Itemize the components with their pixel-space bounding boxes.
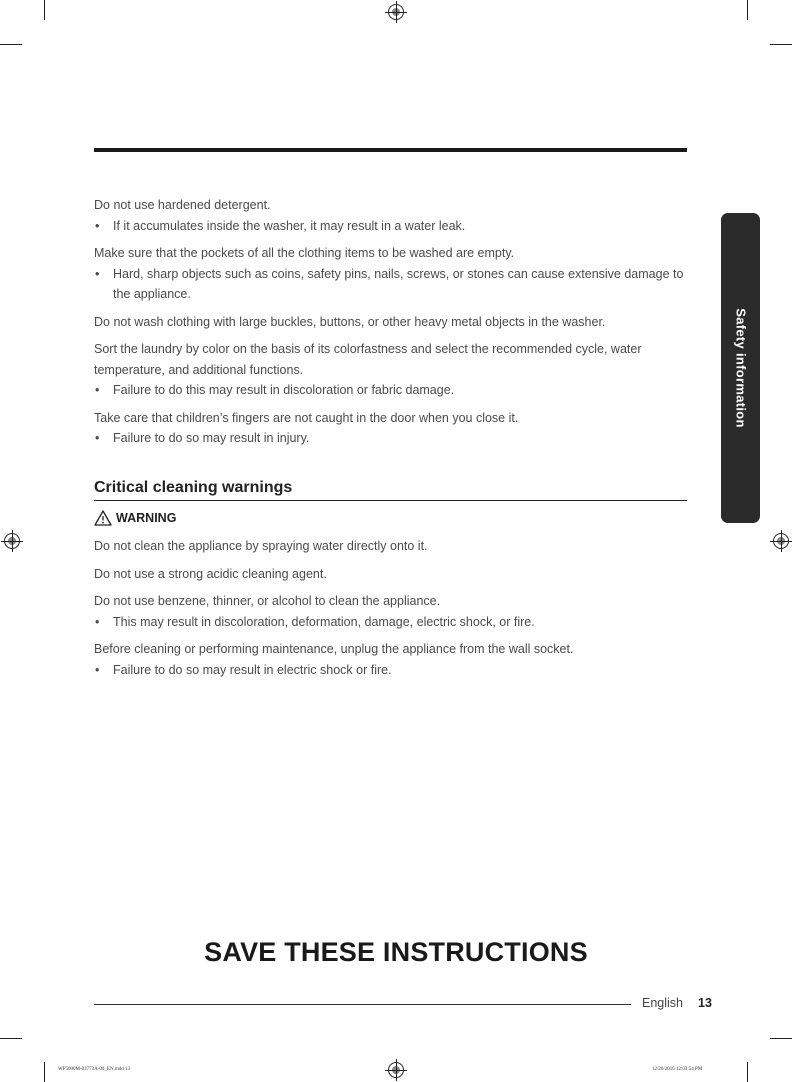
crop-mark [770, 44, 792, 45]
footer-language: English [642, 996, 683, 1010]
paragraph: Before cleaning or performing maintenance, unplug the appliance from the wall socket. [94, 642, 574, 656]
footer-rule [94, 1004, 631, 1005]
paragraph: Do not use a strong acidic cleaning agent. [94, 566, 327, 581]
bullet-item: • If it accumulates inside the washer, it may result in a water leak. [94, 216, 687, 237]
registration-mark-icon [388, 1062, 404, 1078]
crop-mark [747, 1062, 748, 1082]
paragraph: Do not use benzene, thinner, or alcohol to clean the appliance. [94, 594, 441, 608]
registration-mark-icon [773, 533, 789, 549]
paragraph: Take care that children’s fingers are not caught in the door when you close it. [94, 410, 519, 425]
crop-mark [770, 1038, 792, 1039]
bullet-item: • Hard, sharp objects such as coins, safety pins, nails, screws, or stones can cause extensive damage to the appliance. [94, 264, 687, 305]
registration-mark-icon [4, 533, 20, 549]
paragraph: Do not use hardened detergent. [94, 198, 271, 212]
page-number: 13 [698, 996, 712, 1010]
chapter-tab [721, 213, 760, 523]
paragraph: Make sure that the pockets of all the clothing items to be washed are empty. [94, 246, 515, 260]
bullet-item: • Failure to do this may result in discoloration or fabric damage. [94, 380, 687, 401]
bullet-item: • This may result in discoloration, deformation, damage, electric shock, or fire. [94, 612, 687, 633]
paragraph: Do not wash clothing with large buckles, buttons, or other heavy metal objects in the washer. [94, 314, 606, 329]
print-slug-right: 12/20/2016 12:03:54 PM [652, 1067, 703, 1072]
bullet-item: • Failure to do so may result in electric shock or fire. [94, 660, 687, 681]
chapter-tab-label: Safety information [733, 308, 748, 428]
paragraph: Do not clean the appliance by spraying water directly onto it. [94, 539, 428, 553]
warning-triangle-icon [94, 510, 112, 526]
crop-mark [44, 1062, 45, 1082]
print-slug-left: WF5000M-03773A-00_EN.indd 13 [58, 1067, 130, 1072]
crop-mark [0, 44, 22, 45]
paragraph: Sort the laundry by color on the basis of its colorfastness and select the recommended cycle, water temperature, and additional functions. [94, 342, 642, 377]
warning-heading [94, 508, 687, 529]
bullet-item: • Failure to do so may result in injury. [94, 428, 687, 449]
crop-mark [0, 1038, 22, 1039]
save-instructions-banner: SAVE THESE INSTRUCTIONS [204, 937, 588, 967]
warning-label: WARNING [116, 510, 177, 525]
registration-mark-icon [388, 4, 404, 20]
crop-mark [44, 0, 45, 20]
crop-mark [747, 0, 748, 20]
main-content [94, 195, 687, 680]
section-title: Critical cleaning warnings [94, 478, 687, 501]
header-rule [94, 148, 687, 152]
